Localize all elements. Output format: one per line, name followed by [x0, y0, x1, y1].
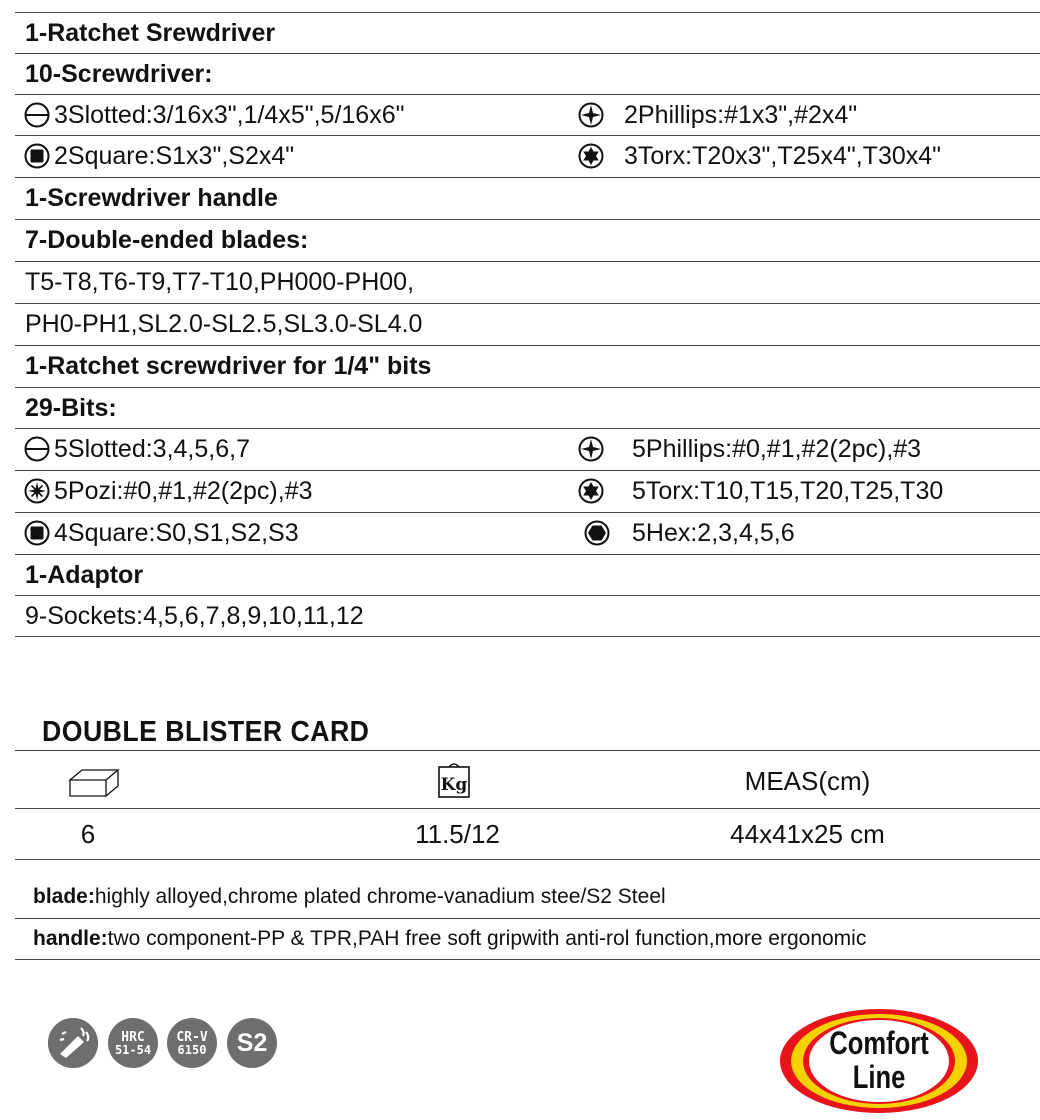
- pozi-icon: [24, 478, 50, 504]
- cell-text: 5Hex:2,3,4,5,6: [632, 518, 795, 547]
- right-cell: [578, 142, 941, 171]
- packaging-bottom-border: [15, 859, 1040, 860]
- crv-badge: [167, 1018, 217, 1068]
- row-header: 1-Ratchet screwdriver for 1/4" bits: [25, 351, 432, 380]
- slotted-icon: [24, 102, 50, 128]
- logo-line2: Line: [852, 1059, 906, 1095]
- contents-row: [15, 554, 1040, 595]
- contents-row: [15, 94, 1040, 135]
- spec-row-blade: [15, 876, 1040, 917]
- packaging-header-border: [15, 750, 1040, 751]
- logo-text: [799, 1026, 959, 1094]
- contents-row: [15, 261, 1040, 302]
- s2-badge-text: S2: [236, 1028, 268, 1057]
- spec-text: two component-PP & TPR,PAH free soft gripwith anti-rol function,more ergonomic: [107, 927, 867, 950]
- qty-value: 6: [80, 819, 96, 849]
- meas-value: 44x41x25 cm: [730, 819, 885, 849]
- row-text: T5-T8,T6-T9,T7-T10,PH000-PH00,: [25, 267, 415, 296]
- row-header: 29-Bits:: [25, 393, 117, 422]
- left-cell: [24, 435, 250, 464]
- phillips-icon: [578, 436, 604, 462]
- row-header: 7-Double-ended blades:: [25, 225, 309, 254]
- packaging-title: DOUBLE BLISTER CARD: [42, 716, 370, 748]
- cell-text: 3Torx:T20x3",T25x4",T30x4": [624, 141, 942, 170]
- weight-kg-icon: [437, 761, 471, 799]
- contents-row: [15, 219, 1040, 260]
- right-cell: [578, 101, 857, 130]
- row-header: 1-Screwdriver handle: [25, 183, 278, 212]
- cell-text: 3Slotted:3/16x3",1/4x5",5/16x6": [54, 100, 405, 129]
- s2-badge: [227, 1018, 277, 1068]
- right-cell: [584, 519, 795, 548]
- carton-box-icon: [66, 766, 122, 800]
- row-header: 10-Screwdriver:: [25, 59, 213, 88]
- weight-icon-label: Kg: [440, 775, 468, 795]
- cell-text: 5Pozi:#0,#1,#2(2pc),#3: [54, 476, 313, 505]
- contents-row: [15, 345, 1040, 386]
- contents-row: [15, 135, 1040, 176]
- packaging-row-border: [15, 808, 1040, 809]
- weight-value: 11.5/12: [415, 819, 500, 849]
- left-cell: [24, 142, 294, 171]
- right-cell: [578, 435, 921, 464]
- row-text: 9-Sockets:4,5,6,7,8,9,10,11,12: [25, 601, 364, 630]
- row-text: PH0-PH1,SL2.0-SL2.5,SL3.0-SL4.0: [25, 309, 423, 338]
- phillips-icon: [578, 102, 604, 128]
- contents-row: [15, 595, 1040, 636]
- contents-row: [15, 387, 1040, 428]
- hrc-badge: [108, 1018, 158, 1068]
- heat-treat-badge-icon: [48, 1018, 98, 1068]
- table-bottom-border: [15, 636, 1040, 637]
- left-cell: [24, 101, 404, 130]
- torx-icon: [578, 478, 604, 504]
- cell-text: 4Square:S0,S1,S2,S3: [54, 518, 299, 547]
- contents-row: [15, 12, 1040, 53]
- row-header: 1-Adaptor: [25, 560, 144, 589]
- contents-row: [15, 177, 1040, 218]
- meas-header: MEAS(cm): [744, 766, 871, 796]
- cell-text: 5Slotted:3,4,5,6,7: [54, 434, 250, 463]
- cell-text: 5Torx:T10,T15,T20,T25,T30: [632, 476, 944, 505]
- torx-icon: [578, 143, 604, 169]
- spec-label: blade:: [33, 884, 95, 908]
- square-icon: [24, 143, 50, 169]
- spec-text: highly alloyed,chrome plated chrome-vanadium stee/S2 Steel: [94, 884, 666, 908]
- spec-row-handle: [15, 918, 1040, 959]
- contents-row: [15, 53, 1040, 94]
- cell-text: 5Phillips:#0,#1,#2(2pc),#3: [632, 434, 922, 463]
- left-cell: [24, 519, 299, 548]
- spec-label: handle:: [33, 927, 108, 950]
- hrc-badge-bottom: 51-54: [114, 1042, 152, 1057]
- comfort-line-logo: [779, 1008, 979, 1114]
- crv-badge-bottom: 6150: [177, 1042, 207, 1057]
- square-icon: [24, 520, 50, 546]
- contents-row: [15, 470, 1040, 511]
- right-cell: [578, 477, 943, 506]
- left-cell: [24, 477, 313, 506]
- cell-text: 2Square:S1x3",S2x4": [54, 141, 295, 170]
- contents-row: [15, 303, 1040, 344]
- contents-row: [15, 512, 1040, 553]
- slotted-icon: [24, 436, 50, 462]
- logo-line1: Comfort: [829, 1025, 929, 1061]
- crv-badge-top: CR-V: [176, 1029, 208, 1045]
- hex-icon: [584, 520, 610, 546]
- row-header: 1-Ratchet Srewdriver: [25, 18, 276, 47]
- spec-bottom-border: [15, 959, 1040, 960]
- cell-text: 2Phillips:#1x3",#2x4": [624, 100, 858, 129]
- contents-row: [15, 428, 1040, 469]
- hrc-badge-top: HRC: [121, 1029, 145, 1045]
